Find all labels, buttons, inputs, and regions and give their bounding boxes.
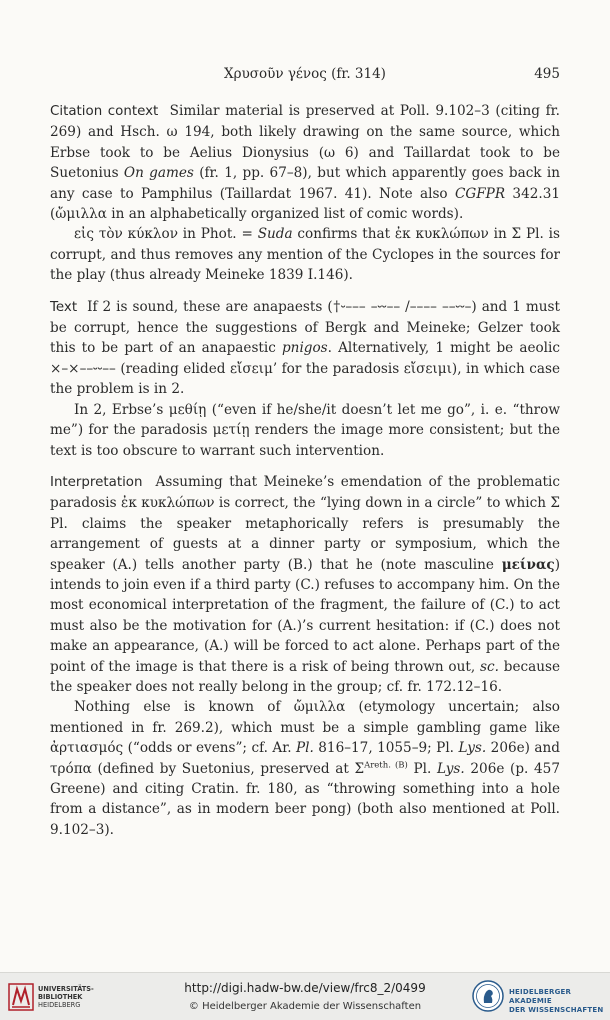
interpretation-paragraph-2 — [50, 697, 560, 840]
citation-context-paragraph-2 — [50, 224, 560, 285]
copyright-notice: © Heidelberger Akademie der Wissenschaften — [188, 1001, 422, 1012]
text-run: . Alternatively, 1 might be aeolic ×–×––⏑⏑–– (reading elided εἴσειμ’ for the paradosis εἴσειμι), in which case the problem is in 2. — [50, 340, 560, 398]
text-run: 816–17, 1055–9; Pl. — [313, 740, 459, 757]
italic-run: Lys. — [436, 760, 465, 777]
text-run: If 2 is sound, these are anapaests (†⏑––– –⏑⏑–– /–––– ––⏑⏑–) and 1 must be corrupt, hence the suggestions of Bergk and Meineke; Gelzer took this to be part of an anapaestic — [50, 298, 560, 357]
library-name-line: HEIDELBERG — [38, 1001, 81, 1009]
interpretation-paragraph — [50, 472, 560, 697]
citation-context-heading: Citation context — [50, 104, 159, 119]
text-run: Pl. — [407, 760, 437, 777]
interpretation-heading: Interpretation — [50, 474, 143, 490]
italic-run: CGFPR — [454, 185, 506, 202]
academy-seal-icon — [472, 980, 504, 1012]
library-name-line: BIBLIOTHEK — [38, 993, 83, 1001]
running-head — [50, 66, 560, 86]
text-heading: Text — [50, 299, 78, 315]
academy-name-line: HEIDELBERGER AKADEMIE — [509, 988, 572, 1005]
running-title: Χρυσοῦν γένος (fr. 314) — [224, 66, 386, 82]
italic-run: Suda — [257, 226, 293, 243]
text-run: 342.31 (ὤμιλλα in an alphabetically organized list of comic words). — [50, 185, 560, 223]
page-number: 495 — [534, 66, 560, 82]
academy-name-line: DER WISSENSCHAFTEN — [509, 1006, 604, 1014]
text-run: εἰς τὸν κύκλον in Phot. = — [74, 226, 258, 243]
text-paragraph — [50, 297, 560, 400]
text-run: because the speaker does not really belong in the group; cf. fr. 172.12–16. — [50, 658, 561, 695]
text-run: ) intends to join even if a third party (C.) refuses to accompany him. On the most economical interpretation of the fragment, the failure of (C.) to act must also be the motivation for (A.)’s current hesitation: if (C.) does not make an appearance, (A.) will be forced to act alone. Perhaps part of the point of the image is that there is a risk of being thrown out, — [50, 556, 560, 675]
italic-run: Pl. — [296, 740, 314, 757]
text-run: Assuming that Meineke’s emendation of the problematic paradosis ἐκ κυκλώπων is correct, the “lying down in a circle” to which Σ Pl. claims the speaker metaphorically refers is presumably the arrangement of guests at a dinner party or symposium, which the speaker (A.) tells another party (B.) that he (note masculine — [50, 473, 560, 573]
text-run: Similar material is preserved at Poll. 9.102–3 (citing fr. 269) and Hsch. ω 194, both likely drawing on the same source, which Erbse took to be Aelius Dionysius (ω 6) and Taillardat took to be Suetonius — [50, 103, 560, 182]
text-run: Nothing else is known of ὤμιλλα (etymology uncertain; also mentioned in fr. 269.2), which must be a simple gambling game like ἀρτιασμός (“odds or evens”; cf. Ar. — [50, 699, 560, 757]
academy-name — [509, 988, 610, 1015]
italic-run: pnigos — [281, 340, 328, 357]
commentary-body — [50, 101, 560, 840]
bold-run: μείνας — [501, 556, 555, 573]
text-run: 206e) and τρόπα (defined by Suetonius, preserved at Σ — [50, 740, 560, 777]
citation-context-paragraph — [50, 101, 560, 224]
text-run: confirms that ἐκ κυκλώπων in Σ Pl. is corrupt, and thus removes any mention of the Cyclopes in the sources for the play (thus already Meineke 1839 I.146). — [50, 226, 560, 284]
italic-run: On games — [123, 165, 194, 182]
text-run: 206e (p. 457 Greene) and citing Cratin. fr. 180, as “throwing something into a hole from a distance”, as in modern beer pong) (both also mentioned at Poll. 9.102–3). — [50, 760, 560, 838]
superscript-run: Areth. (B) — [364, 760, 408, 771]
italic-run: sc. — [480, 658, 499, 675]
viewer-footer — [0, 972, 610, 1020]
text-run: (fr. 1, pp. 67–8), but which apparently goes back in any case to Pamphilus (Taillardat 1967. 41). Note also — [50, 165, 560, 202]
permalink-link[interactable]: http://digi.hadw-bw.de/view/frc8_2/0499 — [184, 981, 426, 995]
library-name-line: UNIVERSITÄTS- — [38, 985, 94, 993]
text-paragraph-2: In 2, Erbse’s μεθίῃ (“even if he/she/it doesn’t let me go”, i. e. “throw me”) for the paradosis μετίῃ renders the image more consistent; but the text is too obscure to warrant such intervention. — [50, 401, 560, 459]
italic-run: Lys. — [458, 740, 487, 757]
